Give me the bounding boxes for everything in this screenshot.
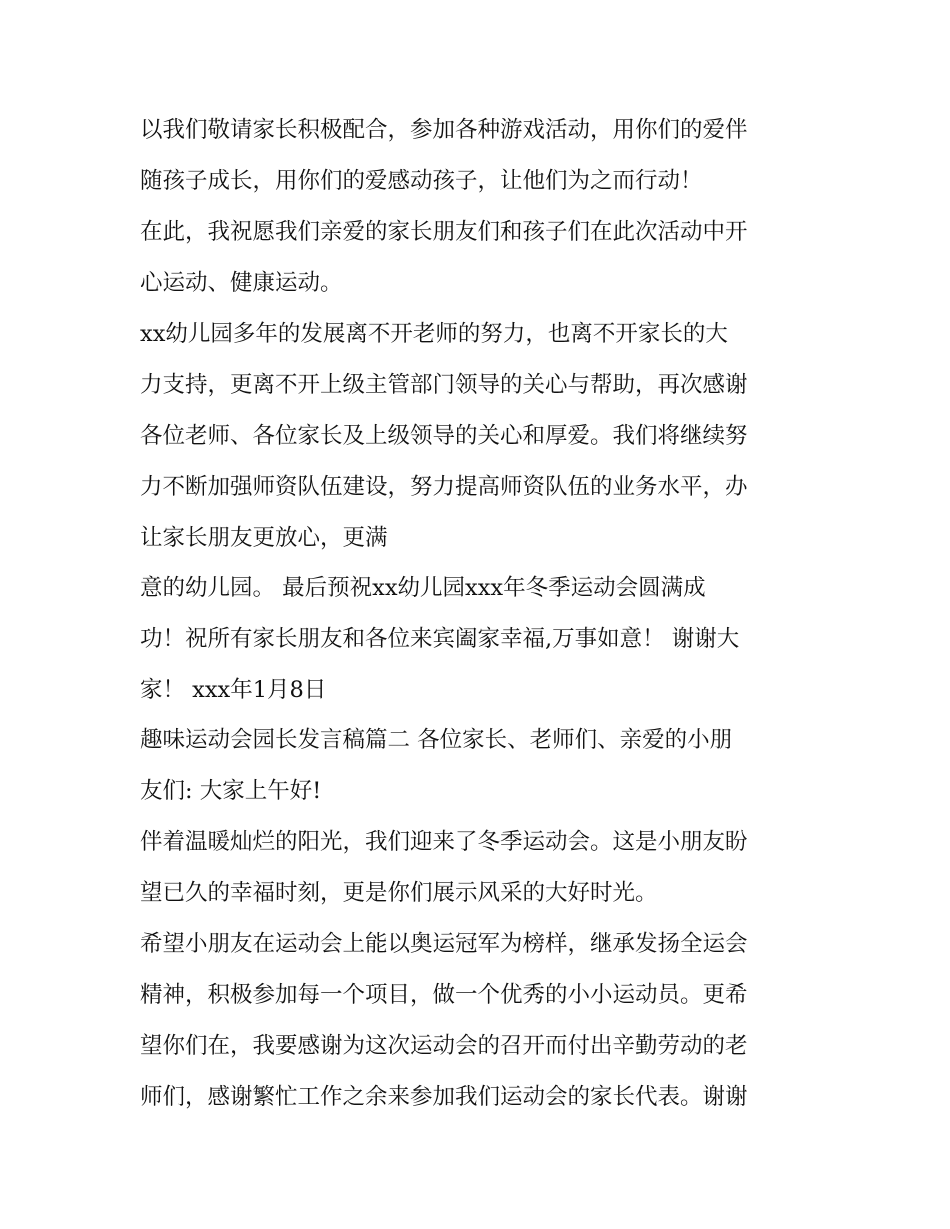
text-line: 功！祝所有家长朋友和各位来宾阖家幸福,万事如意！ 谢谢大	[140, 626, 740, 652]
text-line: 家！ xxx年1月8日	[140, 677, 327, 703]
text-line: 望你们在，我要感谢为这次运动会的召开而付出辛勤劳动的老	[140, 1033, 748, 1059]
text-line: xx幼儿园多年的发展离不开老师的努力，也离不开家长的大	[140, 321, 728, 347]
text-line: 意的幼儿园。 最后预祝xx幼儿园xxx年冬季运动会圆满成	[140, 575, 706, 601]
text-line: 心运动、健康运动。	[140, 270, 343, 296]
text-line: 以我们敬请家长积极配合，参加各种游戏活动，用你们的爱伴	[140, 117, 748, 143]
text-line: 师们，感谢繁忙工作之余来参加我们运动会的家长代表。谢谢	[140, 1084, 748, 1110]
text-line: 随孩子成长，用你们的爱感动孩子，让他们为之而行动！	[140, 168, 703, 194]
text-line: 力不断加强师资队伍建设，努力提高师资队伍的业务水平，办	[140, 474, 748, 500]
text-line: 希望小朋友在运动会上能以奥运冠军为榜样，继承发扬全运会	[140, 931, 748, 957]
text-line: 在此，我祝愿我们亲爱的家长朋友们和孩子们在此次活动中开	[140, 219, 748, 245]
text-line: 友们: 大家上午好!	[140, 778, 322, 804]
text-line: 趣味运动会园长发言稿篇二 各位家长、老师们、亲爱的小朋	[140, 727, 733, 753]
text-line: 力支持，更离不开上级主管部门领导的关心与帮助，再次感谢	[140, 372, 748, 398]
text-line: 望已久的幸福时刻，更是你们展示风采的大好时光。	[140, 880, 658, 906]
text-line: 精神，积极参加每一个项目，做一个优秀的小小运动员。更希	[140, 982, 748, 1008]
text-line: 各位老师、各位家长及上级领导的关心和厚爱。我们将继续努	[140, 423, 748, 449]
text-line: 让家长朋友更放心，更满	[140, 525, 388, 551]
text-line: 伴着温暖灿烂的阳光，我们迎来了冬季运动会。这是小朋友盼	[140, 829, 748, 855]
